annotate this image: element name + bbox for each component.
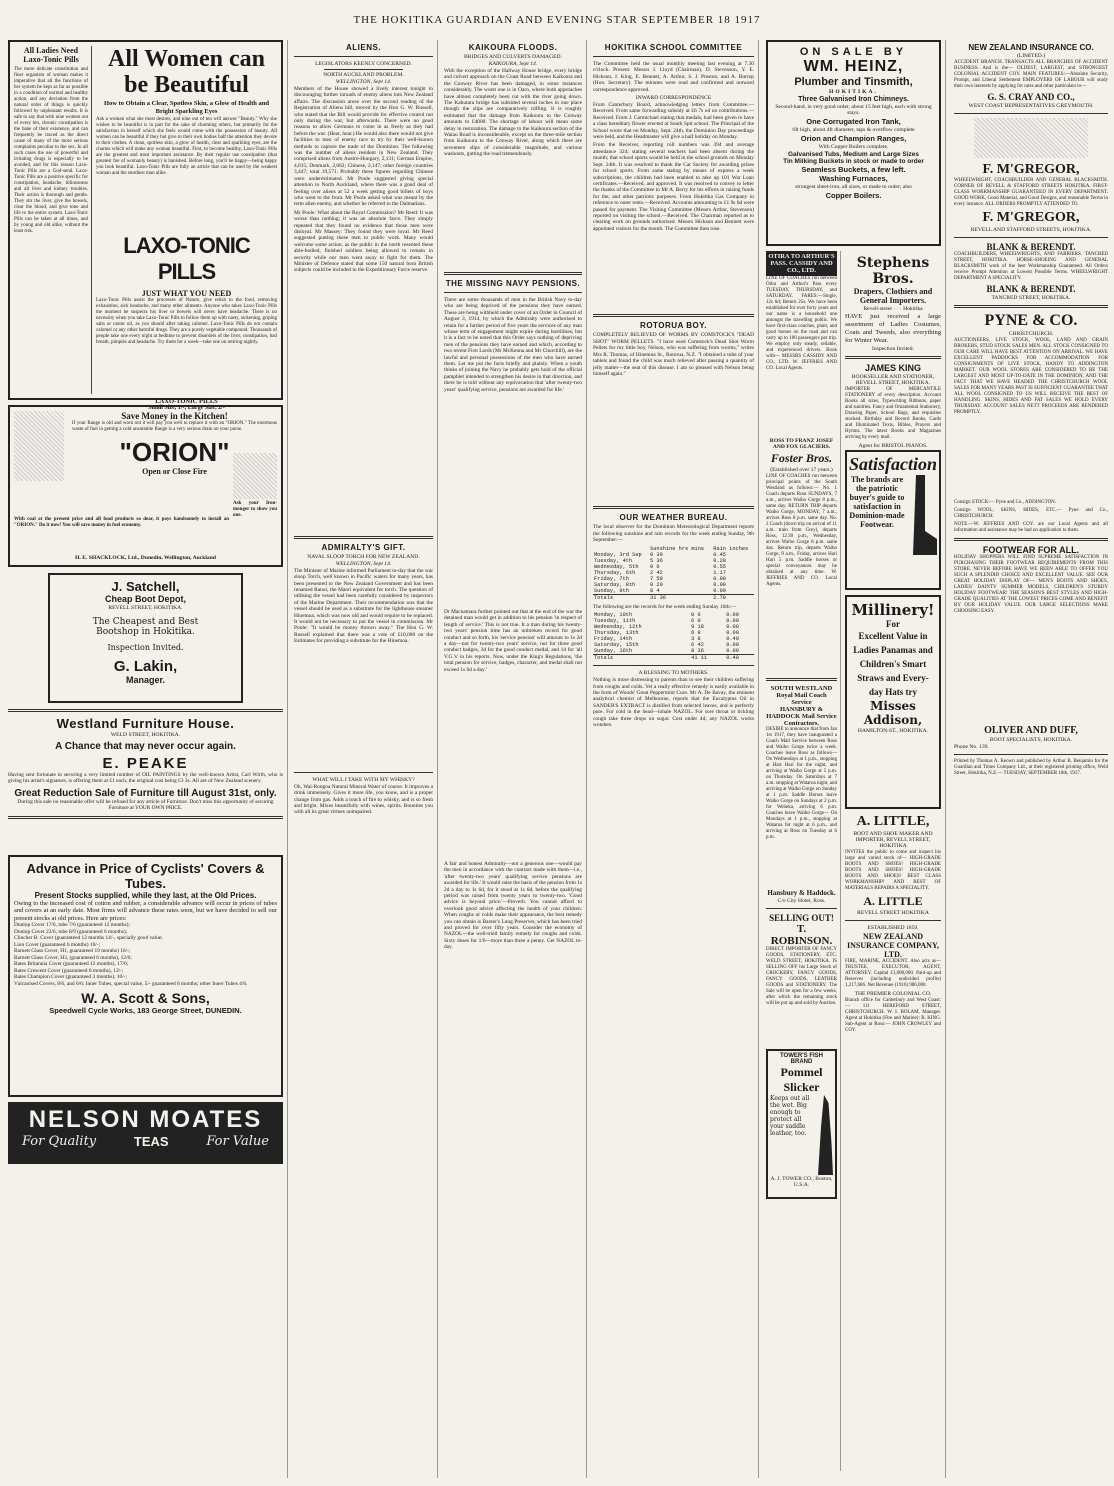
weather-row: Wednesday, 5th 0 0 0.55 bbox=[594, 563, 726, 570]
cyclist-price-item: Dunlop Cover 17/6, tube 7/6 (guaranteed 12 months); bbox=[14, 922, 130, 929]
nzi-branch: Branch office for Canterbury and West Coast:— 111 HEREFORD STREET, CHRISTCHURCH. W. I. BOLAM, Manager. Agent at Hokitika (Fire and Marine): B. KING. Sub-Agent at Ross:— JOHN CROWLEY and COY. bbox=[844, 998, 941, 1033]
pyne-head: PYNE & CO. bbox=[984, 312, 1078, 329]
orion-brand: "ORION" bbox=[119, 437, 230, 467]
cyclist-price-item: Lion Cover (guaranteed 6 months) 10/-; bbox=[14, 941, 101, 948]
weather-row: Monday, 3rd Sep 0 30 0.45 bbox=[594, 551, 726, 558]
addison-addr: HAMILTON-ST., HOKITIKA. bbox=[857, 728, 929, 734]
rotorua-head: ROTORUA BOY. bbox=[640, 321, 707, 331]
foster-head: ROSS TO FRANZ JOSEF AND FOX GLACIERS. bbox=[769, 438, 834, 450]
laxo-tag-body: Laxo-Tonic Pills assist the processes of Nature, give relish to the food, removing exhaustion, sick headache, and many other ailments. Anyone who takes Laxo-Tonic Pills the moment he suspects his liver or bowels will never have headache. There is no necessity when you take Laxo-Tonic Pills to follow them up with nasty, sickening, griping salts or castor oil, as you should after taking calomel. Laxo-Tonic Pills do not contain calomel or any other harmful drugs. They are a purely vegetable compound. Thousands of people take one every night at bedtime to prevent disorders of the liver, constipation, bad breath, pimples and headache. Try them for a week—take one on retiring nightly. bbox=[96, 298, 277, 345]
laxo-left-body: The more delicate constitution and finer organism of woman makes it imperative that all the functions of her system be kept as far as possible in a condition of normal and healthy action, and any deviation from the natural order of things is quickly followed by unpleasant results. It is safe to say that with nine women out of every ten, chronic constipation is the bane of their existence, and can frequently be traced as the direct cause of many of the more serious complaints peculiar to the sex. In all such cases the use of powerful and irritating drugs is especially to be avoided, and for this reason Laxo-Tonic Pills are a God-send. Laxo-Tonic Pills are a positive specific for constipation, headache, biliousness and all liver and kidney troubles. Their action is thorough and gentle. They stir the liver, give the bowels, clear the blood, and give tone and life to the entire system. Laxo-Tonic Pills can be taken at all times, and by young and old alike, without the least risk. bbox=[14, 67, 88, 234]
orion-ad bbox=[8, 405, 283, 567]
school-head: HOKITIKA SCHOOL COMMITTEE bbox=[604, 43, 743, 52]
stephens-name: Stephens Bros. bbox=[856, 255, 930, 287]
navy-body2: Dr Macnamara further pointed out that at the end of the war the detained man would get in addition to his pension 'in respect of length of service.' This is not true. It a man during his twenty-two years' pension time has an unbroken record for good conduct and so forth, his 'service pension' will amount to 1s 2d a day—not for twenty-two years' service, nor for three good conduct badges, 3d for the good conduct medal, and 1d for 'all V.G.'s' in his reports. Now, under the King's Regulations, 'the total pension for service, badges, character, and medal shall not exceed 1s 6d a day.' bbox=[444, 609, 582, 673]
navy-body3: A fair and honest Admiralty—not a generous one—would pay the men in accordance with the contract made with them—i.e., 'after twenty-two years' qualifying service pensions are awarded for life.' It would raise the basis of the pension from 1s 2d a day to 1s 6d, for it stood at 1s 6d, before the qualifying period was raised from twenty years to twenty-two. 'Good advice is beyond price.'—Proverb. You cannot afford to overlook good advice affecting the health of your children. When coughs or colds make their appearance, the best remedy you can obtain is Baxter's Lung Preserver, which has been tried and proved for over fifty years. Consider the economy of NAZOL—the well-tried family remedy for coughs and colds. Sixty doses for 1/6—more than three a penny. Get NAZOL to-day. bbox=[444, 861, 582, 951]
heinz-line10: Washing Furnaces, bbox=[819, 174, 888, 183]
orion-ask: Ask your Iron-monger to show you one. bbox=[233, 501, 277, 518]
laxo-price: LAXO-TONIC PILLS bbox=[155, 398, 218, 405]
laxo-body: Ask a woman what she most desires, and nine out of ten will answer "Beauty." Why she wishes to be beautiful is in part for the sake of charming others, but primarily for the satisfaction in herself which she feels would come with the possession of beauty. All women can be beautiful if they but give to their own bodies half the attention they devote to their clothes. A clean, spotless skin, a glow of health, clear and sparkling eyes, are the charms which will make any woman beautiful. First, to become healthy, Laxo-Tonic Pills are the greatest and most important assistance. By their regular use constipation (that greatest foe of womanly beauty) is banished. Before long, you'll be happy—being happy you look beautiful. Laxo-Tonic Pills are fully an article that can be used by the weakest woman and the sturdiest man alike. bbox=[96, 117, 277, 176]
tower-head: TOWER'S FISH BRAND bbox=[780, 1053, 823, 1065]
orion-head: Save Money in the Kitchen! bbox=[121, 411, 228, 421]
aliens-body2: Mr Poole: What about the Royal Commission? Mr Reed: It was worse than nothing; it was an absolute farce. They simply repeated that they found no evidence that those men were disloyal. Mr Massey: They found they were loyal. Mr Reed suggested putting these men to public work. Many would welcome some action, as the public in the north resented these able-bodied, finished soldiers being allowed to remain in security while our men went away to fight for them. The Minister of Defence stated that some 150 natural born British subjects could be included in the Expeditionary Force reserve. bbox=[294, 209, 433, 274]
weather-col-rain: Rain inches bbox=[713, 545, 749, 552]
column-1 bbox=[4, 40, 288, 1478]
aliens-body: Members of the House showed a lively interest tonight in discouraging further inroads of enemy aliens into New Zealand affairs. The discussion arose over the second reading of the Registration of Aliens bill, moved by the Hon G. W. Russell, who stated that the Bill would provide for effective control not only during the war, but afterwards. There were no good reasons to allow Germans to come in as freely as they had before the war. (Hear, hear.) He would also there would not give facilities to men of enemy race to try by their well-known methods to capture the trade of the Dominion. The following was the number of aliens resident in New Zealand. They comprised aliens from Austro-Hungary, 2,131; German Empire, 4,015; Denmark, 2,062; Chinese, 2,147; other foreign countries 3,447; total 19,571. Probably these figures regarding Chinese were underestimated. Mr Poole suggested giving special attention to North Auckland, where there was a good deal of feeling over aliens at 52 a week getting good billets of boys who went to the front. Mr Poole asked what was meant by the term alien enemy, and whether he referred to the Dalmatians. bbox=[294, 86, 433, 208]
nzi-body: FIRE, MARINE, ACCIDENT. Also acts as— TRUSTEE, EXECUTOR, AGENT, ATTORNEY. Capital £1,000,000. Paid-up and Reserves (including undivided profits) 1,217,686. Net Revenue (1916) 986,000. bbox=[844, 959, 941, 988]
cyclist-price-item: Barnett Glass Cover, H1, guaranteed 19 months) 16/-; bbox=[14, 948, 131, 955]
otira-body: LINE OF COACHES run between Otira and Arthur's Pass every TUESDAY, THURSDAY, and SATURDAY. FARES:—Single, 12s 6d; Return 25s. We have been established for over forty years and our name is a household one amongst the travelling public. We have first-class coaches, plant, and good horses on the road and can carry up to 100 passengers per trip. We employ only steady, reliable, and experienced drivers. Book with— MESSRS CASSIDY AND CO., LTD. W. JEFFRIES AND CO. Local Agents. bbox=[766, 276, 837, 371]
mcgregor-body: WHEELWRIGHT, COACHBUILDER AND GENERAL BLACKSMITH. CORNER OF REVELL & STAFFORD STREETS HOKITIKA. FIRST-CLASS WORKMANSHIP GUARANTEED IN EVERY DEPARTMENT. GOOD WORK, Good Material, and Good Designs, and reasonable Terms in every instance. ALL ORDERS PROMPTLY ATTENDED TO. bbox=[954, 178, 1108, 207]
heinz-role: Plumber and Tinsmith, bbox=[794, 76, 913, 88]
weather-row: Thursday, 13th 6 8 0.00 bbox=[594, 630, 739, 637]
heinz-line12: Copper Boilers. bbox=[825, 191, 882, 200]
admiral-sub: NAVAL SLOOP TORCH FOR NEW ZEALAND. bbox=[307, 553, 420, 560]
weather-row: Monday, 10th 0 0 0.00 bbox=[594, 612, 739, 619]
imprint: Printed by Thomas A. Keown and published by Arthur B. Benjamin for the Guardian and Times Company Ltd., at their registered printing office, Weld Street, Hokitika, N.Z.— TUESDAY, SEPTEMBER 18th, 1917. bbox=[954, 759, 1108, 776]
rotorua-body: COMPLETELY RELIEVED OF WORMS BY COMSTOCK'S "DEAD SHOT" WORM PELLETS. "I have used Comstock's Dead Shot Worm Pellets for my little boy, Nelson, who was suffering from worms," writes Mrs R. Thomas, of Hinemoa St., Rotorua, N.Z. "I obtained a tube of your tablets and found the child was much relieved after passing a quantity of jelly matter—the seat of this disease. I am so pleased with Nelson being himself again." bbox=[593, 332, 754, 377]
weather-mid: The following are the records for the week ending Sunday 16th:— bbox=[593, 603, 737, 610]
whisky-body: Oh, Wai-Rongoa Natural Mineral Water of course. It improves a drink immensely. Gives it more life, you know, and is a proper change from gas. Adds a touch of fire to whisky, and is so fresh and bright. Mixes beautifully with wines, spirits. Bounties you with all its great virtues unimpaired. bbox=[294, 783, 433, 816]
heinz-ad bbox=[766, 40, 941, 246]
footwear-body: HOLIDAY SHOPPERS WILL FIND SUPREME SATISFACTION IN PURCHASING THEIR FOOTWEAR REQUIREMENTS FROM THIS STORE. NEVER BEFORE HAVE WE BEEN ABLE TO OFFER YOU SUCH A SPLENDID CHOICE AND EXCELLENT VALUE. SEE OUR GREAT HOLIDAY DISPLAY OF— MEN'S BOOTS AND SHOES, LADIES' DAINTY SUMMER MODELS, CHILDREN'S STURDY HOLIDAY FOOTWEAR! THE SEASON'S BEST STYLES AND HIGH-GRADE QUALITIES AT THE LOWEST PRICES COME AND BENEFIT BY OUR HOLIDAY VALUE. OUR LARGE SELECTIONS MAKE CHOOSING EASY. bbox=[954, 555, 1108, 614]
stephens-body: HAVE just received a large assortment of Ladies Costumes, Coats and Tweeds, also everything for Winter Wear. bbox=[844, 313, 941, 344]
scott-addr: Speedwell Cycle Works, 183 George Street, DUNEDIN. bbox=[49, 1006, 242, 1016]
satisfaction-ad bbox=[845, 450, 941, 590]
nzi-name: NEW ZEALAND INSURANCE COMPANY, LTD. bbox=[846, 932, 939, 959]
admiral-head: ADMIRALTY'S GIFT. bbox=[321, 542, 406, 552]
satchell-addr: REVELL STREET, HOKITIKA. bbox=[108, 605, 183, 611]
weather-row: Wednesday, 12th 9 18 0.00 bbox=[594, 624, 739, 631]
school-body: The Committee held the usual monthly meeting last evening at 7.30 o'clock. Present: Messrs J. Lloyd (Chairman), D. Stevenson, Y. E. Hickson, J. King, E. Bennett, A. Arthur, S. J. Preston, and A. Burrop (Hon. Secretary). The minutes were read and confirmed and outward correspondence approved. bbox=[593, 61, 754, 93]
cyclist-price-item: Dunlop Cover 22/6, tube 8/9 (guaranteed 6 months); bbox=[14, 928, 128, 935]
cyclist-title: Advance in Price of Cyclists' Covers & Tubes. bbox=[26, 861, 265, 891]
heinz-line6: With Copper Boilers complete. bbox=[818, 144, 889, 150]
cyclist-price-item: Vulcanised Covers, 8/6, and 6/6: Inner Tubes, special value, 5/- guaranteed 6 months; other Inner Tubes 4/6. bbox=[14, 980, 248, 987]
selling-head: SELLING OUT! bbox=[769, 913, 834, 923]
rider-icon bbox=[818, 1095, 833, 1175]
foster-name: Foster Bros. bbox=[770, 451, 833, 465]
heinz-name: WM. HEINZ, bbox=[803, 58, 904, 75]
king-sub: BOOKSELLER AND STATIONER, REVELL STREET, HOKITIKA. bbox=[851, 374, 935, 386]
weather-row: Friday, 14th 3 8 0.40 bbox=[594, 636, 739, 643]
laxo-brand: LAXO-TONIC PILLS bbox=[123, 233, 250, 284]
weather-row: Sunday, 9th 8 4 0.00 bbox=[594, 587, 726, 594]
school-body2: From Canterbury Board, acknowledging letters from Committee.—Received. From same forwarding subsidy at £6 7s od on contributions.—Received. From J. Carmichael stating that medals, had been given to have a class hereditary flower erected at South Spit school. The Principal of the School wrote that on Monday, Sept. 24th, the Dominion Day proceedings were held, and the Headmaster will give a half holiday on Monday. bbox=[593, 102, 754, 141]
millinery-body: Excellent Value in Ladies Panamas and Children's Smart Straws and Every-day Hats try bbox=[853, 631, 933, 697]
heinz-line1: Three Galvanised Iron Chimneys. bbox=[798, 96, 909, 103]
column-4 bbox=[589, 40, 759, 1478]
pyne-consign: Consign STOCK:— Pyne and Co., ADDINGTON. bbox=[954, 500, 1057, 505]
little-addr2: REVELL STREET HOKITIKA bbox=[857, 910, 929, 916]
addison-name: Misses Addison, bbox=[863, 699, 923, 727]
westland-chance: A Chance that may never occur again. bbox=[55, 741, 236, 752]
kitchen-illustration-icon bbox=[14, 411, 64, 481]
little-body: INVITES the public to come and inspect his large and varied stock of— HIGH-GRADE BOOTS AND SHOES! HIGH-GRADE BOOTS AND SHOES! HIGH-GRADE BOOTS AND SHOES! BEST CLASS WORKMANSHIP! AND BEST OF MATERIALS REPAIRS A SPECIALITY. bbox=[844, 850, 941, 891]
masthead: THE HOKITIKA GUARDIAN AND EVENING STAR SEPTEMBER 18 1917 bbox=[353, 14, 761, 26]
mcgregor-name2: F. M'GREGOR, bbox=[982, 210, 1080, 225]
nelson-right: For Value bbox=[206, 1134, 269, 1149]
laxo-size: Small Size, 1/-; Large Size, 2/- bbox=[148, 405, 225, 411]
south-head: SOUTH WESTLAND Royal Mail Coach Service bbox=[770, 685, 833, 706]
king-agent: Agent for BRISTOL PIANOS. bbox=[858, 443, 928, 449]
cyclist-price-item: Clincher B. Cover (guaranteed 12 months 14/-, specially good value; bbox=[14, 935, 163, 942]
cyclist-body: Owing to the increased cost of cotton and rubber, a considerable advance will occur in prices of tubes and covers at an early date. Most firms will advance these rates soon, but we have decided to sell our present stocks at old prices. Here are prices: bbox=[14, 900, 277, 922]
kaikoura-sub: BRIDGES AND CULVERTS DAMAGED. bbox=[464, 54, 562, 60]
sale-on: ON SALE BY bbox=[799, 46, 908, 58]
king-body: IMPORTER OF MERCANTILE STATIONERY of every description. Account Books all sizes, Typewriting Ribbons, paper and sundries. Fancy and Ornamental Stationery, Drawing Paper, School Bags, and requisites stocked. Birthday and Record Books, Cards and Illuminated Texts, Bibles, Prayers and Hymns. The latest Books and Magazines arriving by every mail. bbox=[844, 387, 941, 440]
laxo-tag: JUST WHAT YOU NEED bbox=[141, 289, 232, 298]
robinson-body: DIRECT IMPORTER OF FANCY GOODS, STATIONERY, ETC. WELD STREET, HOKITIKA. IS SELLING OFF his Large Stock of CROCKERY, FANCY GOODS, FANCY GOODS, LEATHER GOODS and STATIONERY. The Sale will be open for a few weeks, after which the remaining stock will be put up and sold by Auction. bbox=[766, 947, 837, 1006]
tower-brand: Pommel Slicker bbox=[780, 1065, 823, 1094]
satchell-insp: Inspection Invited. bbox=[107, 643, 184, 652]
heinz-line8: Tin Milking Buckets in stock or made to order bbox=[783, 158, 924, 165]
nelson-name: NELSON MOATES bbox=[28, 1106, 263, 1133]
cyclist-sub: Present Stocks supplied, while they last, at the Old Prices. bbox=[34, 891, 257, 900]
column-6 bbox=[950, 40, 1112, 1478]
tower-body: Keeps out all the wet. Big enough to protect all your saddle leather, too. bbox=[770, 1095, 810, 1137]
peake-body: Having sent fortunate in securing a very limited number of OIL PAINTINGS by the well-known Artist, Carl Wirth, who is giving his artist's signature, is offering them at £1 each, the original cost being £3 3s. All are of New Zealand scenery. bbox=[8, 772, 283, 785]
cyclist-price-list bbox=[14, 922, 277, 987]
little-name2: A. LITTLE bbox=[863, 894, 923, 908]
nzins-head: NEW ZEALAND INSURANCE CO. bbox=[968, 43, 1094, 52]
navy-body: There are some thousands of men in the British Navy to-day who are being deprived of the pensions they have earned. These are being withheld under cover of an Order in Council of August 3, 1914, by which the Admiralty were authorised to retain for a further period of five years the services of any man whose term of engagement might expire during hostilities; but it is a fact to be noted that this Order says nothing of depriving men of the pensions they have earned and which, according to two recent First Lords (Mr McKenna and Mr Churchill), are the lawful and personal possessions of the men who have earned them. Let me put the facts briefly and plainly. When a youth thinks of joining the Navy he probably gets hold of the official pamphlet intended to strengthen his desire in that direction, and there he is told without any equivocation that 'after twenty-two years' qualifying service, pensions are awarded for life.' bbox=[444, 297, 582, 393]
mothers-body: Nothing is more distressing to parents than to see their children suffering from coughs and colds. Yet a really effective remedy is easily available in the form of Woods' Great Peppermint Cure. Mr A. De Bavay, the eminent analytical chemist of Melbourne, reports that the Eucalyptus Oil in SANDER'S EXTRACT is distilled from selected leaves, and is perfectly pure. For cold in the head—inhale NAZOL. For sore throat or tickling cough take three drops on sugar. Cost under 4d; any NAZOL works wonders. bbox=[593, 677, 754, 728]
whisky-head: WHAT WILL I TAKE WITH MY WHISKY? bbox=[312, 776, 415, 783]
satchell-sub: Cheap Boot Depot, bbox=[105, 594, 186, 604]
satisfaction-body: The brands are the patriotic buyer's guide to satisfaction in Dominion-made Footwear. bbox=[849, 475, 905, 529]
heinz-line9: Seamless Buckets, a few left. bbox=[801, 165, 906, 174]
heinz-town: HOKITIKA. bbox=[829, 89, 878, 95]
weather-row: Saturday, 8th 8 20 0.00 bbox=[594, 581, 726, 588]
cyclist-ad bbox=[8, 855, 283, 1097]
nelson-mid: TEAS bbox=[133, 1134, 169, 1149]
orion-maker: H. E. SHACKLOCK, Ltd., Dunedin, Wellington, Auckland bbox=[75, 555, 216, 561]
laxo-left-title: All Ladies Need Laxo-Tonic Pills bbox=[23, 46, 79, 64]
oliver-name: OLIVER AND DUFF, bbox=[984, 725, 1078, 736]
nzins-body: ACCIDENT BRANCH. TRANSACTS ALL BRANCHES OF ACCIDENT BUSINESS. And is the— OLDEST, LARGEST, and STRONGEST COLONIAL ACCIDENT COY. MAIN FEATURES:—Absolute Security, Prompt, and Liberal Settlement EMPLOYERS OF LABOUR will study their own interests by applying for rates and other particulars to— bbox=[954, 60, 1108, 89]
gray-addr: WEST COAST REPRESENTATIVES GREYMOUTH. bbox=[968, 103, 1094, 109]
mothers-head: A BLESSING TO MOTHERS. bbox=[638, 670, 709, 677]
lakin-name: G. Lakin, bbox=[113, 658, 178, 675]
scott-name: W. A. Scott & Sons, bbox=[81, 990, 210, 1007]
weather-col-sunshine: Sunshine hrs mins bbox=[650, 545, 705, 552]
reduction-sub: During this sale no reasonable offer will be refused for any article of Furniture. Don't miss this opportunity of securing Furniture at YOUR OWN PRICE. bbox=[17, 798, 274, 812]
satchell-name: J. Satchell, bbox=[111, 579, 180, 594]
weather-intro: The local observer for the Dominion Meteorological Department reports the following sunshine and rain records for the week ending Sunday, 9th September:— bbox=[593, 524, 754, 544]
tower-maker: A. J. TOWER CO., Boston, U.S.A. bbox=[770, 1176, 833, 1188]
nzins-sub: (LIMITED.) bbox=[1016, 53, 1046, 59]
cyclist-price-item: Bates Champion Cover (guaranteed 3 months), 10/-; bbox=[14, 974, 128, 981]
little-sub: BOOT AND SHOE MAKER AND IMPORTER, REVELL STREET, HOKITIKA bbox=[853, 831, 933, 849]
weather-row: Tuesday, 11th 6 0 0.00 bbox=[594, 618, 739, 625]
blank-addr2: TANCRED STREET, HOKITIKA. bbox=[991, 295, 1071, 301]
orion-foot: With coal at the present price and all food products so dear, it pays handsomely to install an "ORION." Do it now! You will save money in fuel economy. bbox=[14, 517, 229, 528]
weather-row: Tuesday, 4th 5 36 0.28 bbox=[594, 557, 726, 564]
pyne-note: NOTE.—W. JEFFRIES AND COY. are our Local Agents and all information and assistance may be had on application to them. bbox=[954, 522, 1108, 533]
otira-head: OTIRA TO ARTHUR'S PASS. CASSIDY AND CO., LTD. bbox=[766, 251, 837, 276]
kaikoura-dateline: KAIKOURA, Sept 14. bbox=[488, 61, 538, 67]
school-inward: INWARD CORRESPONDENCE bbox=[635, 95, 712, 102]
stephens-insp: Inspection Invited. bbox=[872, 346, 914, 352]
heinz-line11: strongest sheet-iron, all sizes, or made to order; also bbox=[795, 184, 912, 190]
weather-row: Sunday, 16th 8 36 0.00 bbox=[594, 648, 739, 655]
robinson-name: T. ROBINSON. bbox=[770, 923, 833, 947]
hansbury-body: DESIRE to announce that from Jan 1st 1917, they have inaugurated a Coach Mail Service between Ross and Waiho Gorge twice a week. Coaches leave Ross as follows— On Wednesdays at 1 p.m., stopping at Hari Hari for the night, and arriving at Waiho Gorge at 5 p.m. on Thursday. On Saturdays at 7 a.m. stopping at Wataroa night, and arriving at Waiho Gorge on Sunday at 1 p.m. Saddle Horses leave Waiho Gorge on Sundays at 2 p.m. for Weheka, arriving 6 p.m. Coaches leave Waiho Gorge— On Mondays at 1 p.m., stopping at Wataroa for night at 6 p.m., and arriving at Ross on Tuesday at 6 p.m. bbox=[766, 727, 837, 840]
weather-table-2: Monday, 10th 0 0 0.00 Tuesday, 11th 6 0 0.00 Wednesday, 12th 9 18 0.00 Thursday, 13th 6 8 0.00 Friday, 14th 3 8 0.40 Saturday, 15th 6 42 0.00 Sunday, 16th 8 36 0.00 Totals 41 11 0.40 bbox=[593, 612, 754, 661]
westland-title: Westland Furniture House. bbox=[56, 716, 235, 731]
satisfaction-head: Satisfaction bbox=[848, 454, 937, 474]
aliens-sub2: NORTH AUCKLAND PROBLEM. bbox=[323, 72, 404, 78]
stephens-addr: Revell-street · · · Hokitika bbox=[863, 306, 923, 312]
column-2 bbox=[290, 40, 438, 1478]
westland-ad bbox=[8, 709, 283, 855]
aliens-sub1: LEGISLATORS KEENLY CONCERNED. bbox=[315, 61, 412, 67]
column-3 bbox=[440, 40, 587, 1478]
heinz-line3: One Corrugated Iron Tank, bbox=[806, 117, 901, 126]
millinery-head: Millinery! bbox=[851, 601, 935, 619]
boot-icon bbox=[907, 475, 937, 555]
mcgregor-addr2: REVELL AND STAFFORD STREETS, HOKITIKA. bbox=[970, 227, 1092, 233]
column-5a bbox=[766, 251, 841, 1471]
aliens-head: ALIENS. bbox=[345, 43, 382, 52]
oliver-sub: BOOT SPECIALISTS, HOKITIKA. bbox=[989, 737, 1073, 743]
oliver-phone: Phone No. 139. bbox=[954, 744, 989, 750]
little-name: A. LITTLE, bbox=[856, 814, 930, 829]
navy-head: THE MISSING NAVY PENSIONS. bbox=[445, 279, 581, 288]
laxo-ad bbox=[8, 40, 283, 411]
nelson-left: For Quality bbox=[22, 1134, 97, 1149]
pyne-body: AUCTIONEERS, LIVE STOCK, WOOL, LAND AND GRAIN BROKERS, STUD STOCK SALES MEN. ALL STOCK CONSIGNED TO OUR CARE WILL HAVE BEST ATTENTION ON ARRIVAL. WE HAVE EXCELLENT PADDOCKS FOR ACCOMMODATION FOR CONSIGNMENTS OF LIVE STOCK, HANDY TO ADDINGTON MARKET. OUR WOOL STORES ARE CONSIDERED TO BE THE LARGEST AND MOST UP-TO-DATE IN THE DOMINION, AND THE FACT THAT WE HAVE HEADED THE CHRISTCHURCH WOOL SALES FOR MANY YEARS PAST IS SUFFICIENT GUARANTEE THAT ALL WOOL CONSIGNED TO US WILL RECEIVE THE BEST OF HANDLING. SKINS, HIDES AND FAT SALES WE HOLD EVERY THURSDAY. ACCOUNT SALES NETT PROCEEDS ARE RENDERED PROMPTLY. bbox=[954, 338, 1108, 415]
foster-body: LINE OF COACHES run between principal points of the South Westland as follows:— No. 1 Coach departs Ross SUNDAYS, 7 a.m., arrives Waiho Gorge 8 p.m., same day. RETURN TRIP departs Waiho Gorge, MONDAY, 7 a.m., arrives Ross 8 p.m. same day. No. 2 Coach (down trip on arrival of 11 a.m. train from Grey), departs Ross, 12.30 p.m., Wednesday, arrives Waiho Gorge 8 p.m. same day. Return trip, departs Waiho Gorge, 9 a.m., Friday, arrives Hari Hari 5 p.m. Saddle horses or special conveyances may be obtained at any time. W. JEFFRIES AND CO. Local Agents. bbox=[766, 474, 837, 587]
kaikoura-body: With the exception of the Hallway House bridge, every bridge and culvert approach on the Coast Road between Kaikoura and the Conway River has been damaged, in some instances considerably. The worst one is in Oaro, where both approaches have almost completely been cut with the river going down. The Kahutara bridge has subsided several inches in one place though the slips are comparatively trifling. It is roughly estimated that the damage from Kaikoura to the Conway amounts to £4000. The shortage of labour will mean some delay in restoration. The damage to the Kaikoura section of the Waiau Road is inconsiderable, except on the three-mile section from Kaikoura to the Conway River, along which there are seventeen slips of considerable magnitude, and various washouts, gutting the road tremendously. bbox=[444, 68, 582, 158]
admiral-body: The Minister of Marine informed Parliament to-day that the war sloop Torch, well known in Pacific waters for many years, has been presented to the New Zealand Government and has been renamed Ranui, the Maori equivalent for torch. The question of utilising the vessel had been carefully considered by inspectors of the Marine Department. Their recommendation was that the vessel should be used as a substitute for the lighthouse steamer Hinemoa, which was now old and would require to be replaced. It would not be necessary to put the vessel in commission. Mr Poole: "It would be money thrown away." The Hon G. W. Russell explained that there was a vote of £10,000 on the Estimates for providing a substitute for the Hinemoa. bbox=[294, 567, 433, 645]
orion-body: If your Range is old and worn out it will pay you well to replace it with an "ORION." The enormous waste of fuel in getting a cold unsuitable Range is a very serious drain on your purse. bbox=[72, 421, 277, 432]
gray-name: G. S. CRAY AND CO., bbox=[987, 92, 1075, 102]
column-5 bbox=[762, 40, 946, 1478]
pyne-sub: CHRISTCHURCH. bbox=[1008, 331, 1054, 337]
peake-name: E. PEAKE bbox=[102, 755, 189, 772]
reduction: Great Reduction Sale of Furniture till August 31st, only. bbox=[14, 787, 277, 799]
hansbury-head: HANSBURY & HADDOCK Mail Service Contractors. bbox=[766, 706, 837, 727]
laxo-title: All Women can be Beautiful bbox=[108, 46, 265, 98]
nzi-est: ESTABLISHED 1859. bbox=[867, 925, 919, 931]
heinz-line4: 6ft high, about 4ft diameter, taps & overflow complete bbox=[792, 127, 915, 133]
tower-ad bbox=[766, 1049, 837, 1199]
heinz-line5: Orion and Champion Ranges, bbox=[800, 134, 907, 143]
school-body3: From the Receiver, reporting roll numbers was 394 and average attendance 324; stating several teachers had been absent during the month; that school sports would be held in the school grounds on Monday Sept. 24th. It was resolved to thank the Cat Society for awarding prizes for school sports. From same stating by means of express a week subscriptions, the children had been enabled to take up 101 War Loan certificates.—Received, and approved. It was resolved to convey to letter the thanks of the Committee to Mr A. Berry for his efforts in raising funds for the, and other patriotic purposes. From Hokitika Gas Company in reference to outer rents.—Received. Accounts amounting to £1 9s 6d were passed for payment. The Visiting Committee (Messrs Arthur, Stevenson) reported on visiting the school.—Received. The Chairman reported as to clearing work on grounds authorised. Messrs Hickson and Bennett were appointed visitors for the month. The Committee then rose. bbox=[593, 142, 754, 232]
hansbury-sign: Hansbury & Haddock. bbox=[767, 889, 836, 897]
weather-row: Friday, 7th 7 50 0.00 bbox=[594, 575, 726, 582]
cyclist-price-item: Bates Britannia Cover (guaranteed 12 months), 17/6; bbox=[14, 961, 129, 968]
nzi-cc: THE PREMIER COLONIAL CO. bbox=[854, 991, 932, 997]
king-name: JAMES KING bbox=[864, 363, 921, 373]
blank-head: BLANK & BERENDT. bbox=[986, 242, 1076, 252]
heinz-line2: Second-hand, in very good order, about 15 feet high, each with strong stays. bbox=[775, 104, 932, 116]
hansbury-hotel: C/o City Hotel, Ross. bbox=[777, 898, 826, 904]
column-5b bbox=[845, 251, 941, 1471]
pyne-wool: Consign WOOL, SKINS, HIDES, ETC.— Pyne and Co., CHRISTCHURCH. bbox=[954, 508, 1108, 519]
satchell-line1: The Cheapest and Best bbox=[92, 617, 199, 627]
weather-head: OUR WEATHER BUREAU. bbox=[619, 513, 728, 523]
millinery-for: For bbox=[885, 619, 900, 629]
lakin-role: Manager. bbox=[125, 675, 165, 685]
westland-addr: WELD STREET, HOKITIKA. bbox=[110, 732, 181, 738]
cyclist-price-item: Barnett Glass Cover, H3, (guaranteed 6 months), 12/6; bbox=[14, 954, 132, 961]
weather-table-1: Sunshine hrs mins Rain inches Monday, 3rd Sep 0 30 0.45 Tuesday, 4th 5 36 0.28 Wednesday, 5th 0 0 0.55 Thursday, 6th 2 42 1.17 Friday, 7th 7 50 0.00 Saturday, 8th 8 20 0.00 Sunday, 9th 8 4 0.00 Totals 31 36 2.70 bbox=[593, 546, 754, 601]
foster-est: (Established over 17 years.) bbox=[770, 467, 833, 473]
satchell-ad bbox=[48, 573, 243, 703]
mcgregor-name: F. M'GREGOR, bbox=[982, 162, 1080, 177]
range-stove-icon bbox=[233, 453, 277, 499]
orion-sub: Open or Close Fire bbox=[142, 467, 207, 476]
buggy-illustration-icon bbox=[974, 118, 1088, 158]
weather-row: Saturday, 15th 6 42 0.00 bbox=[594, 642, 739, 649]
admiral-dateline: WELLINGTON, Sept 14. bbox=[335, 560, 392, 567]
blank-body: COACHBUILDERS, WHEELWRIGHTS, AND FARRIERS. TANCRED STREET, HOKITIKA. HORSE-SHOEING AND GENERAL BLACKSMITH work of the best Workmanship Guaranteed. All Orders receive Prompt Attention at Lowest Possible Terms. WHEELWRIGHT DEPARTMENT A SPECIALITY. bbox=[954, 252, 1108, 281]
nelson-moates-ad bbox=[8, 1102, 283, 1164]
kaikoura-head: KAIKOURA FLOODS. bbox=[468, 43, 558, 52]
millinery-ad bbox=[845, 595, 941, 809]
laxo-sub: How to Obtain a Clear, Spotless Skin, a Glow of Health and Bright Sparkling Eyes bbox=[104, 100, 269, 115]
cyclist-price-item: Bates Crescent Cover (guaranteed 6 months), 12/-; bbox=[14, 967, 124, 974]
heinz-line7: Galvanised Tubs, Medium and Large Sizes bbox=[788, 151, 919, 158]
blank-name2: BLANK & BERENDT. bbox=[986, 284, 1076, 294]
satchell-line2: Bootshop in Hokitika. bbox=[96, 627, 195, 637]
aliens-dateline: WELLINGTON, Sept 14. bbox=[335, 79, 392, 85]
stephens-sub: Drapers, Clothiers and General Importers. bbox=[853, 287, 933, 305]
weather-row: Thursday, 6th 2 42 1.17 bbox=[594, 569, 726, 576]
footwear-head: FOOTWEAR FOR ALL. bbox=[982, 545, 1080, 555]
